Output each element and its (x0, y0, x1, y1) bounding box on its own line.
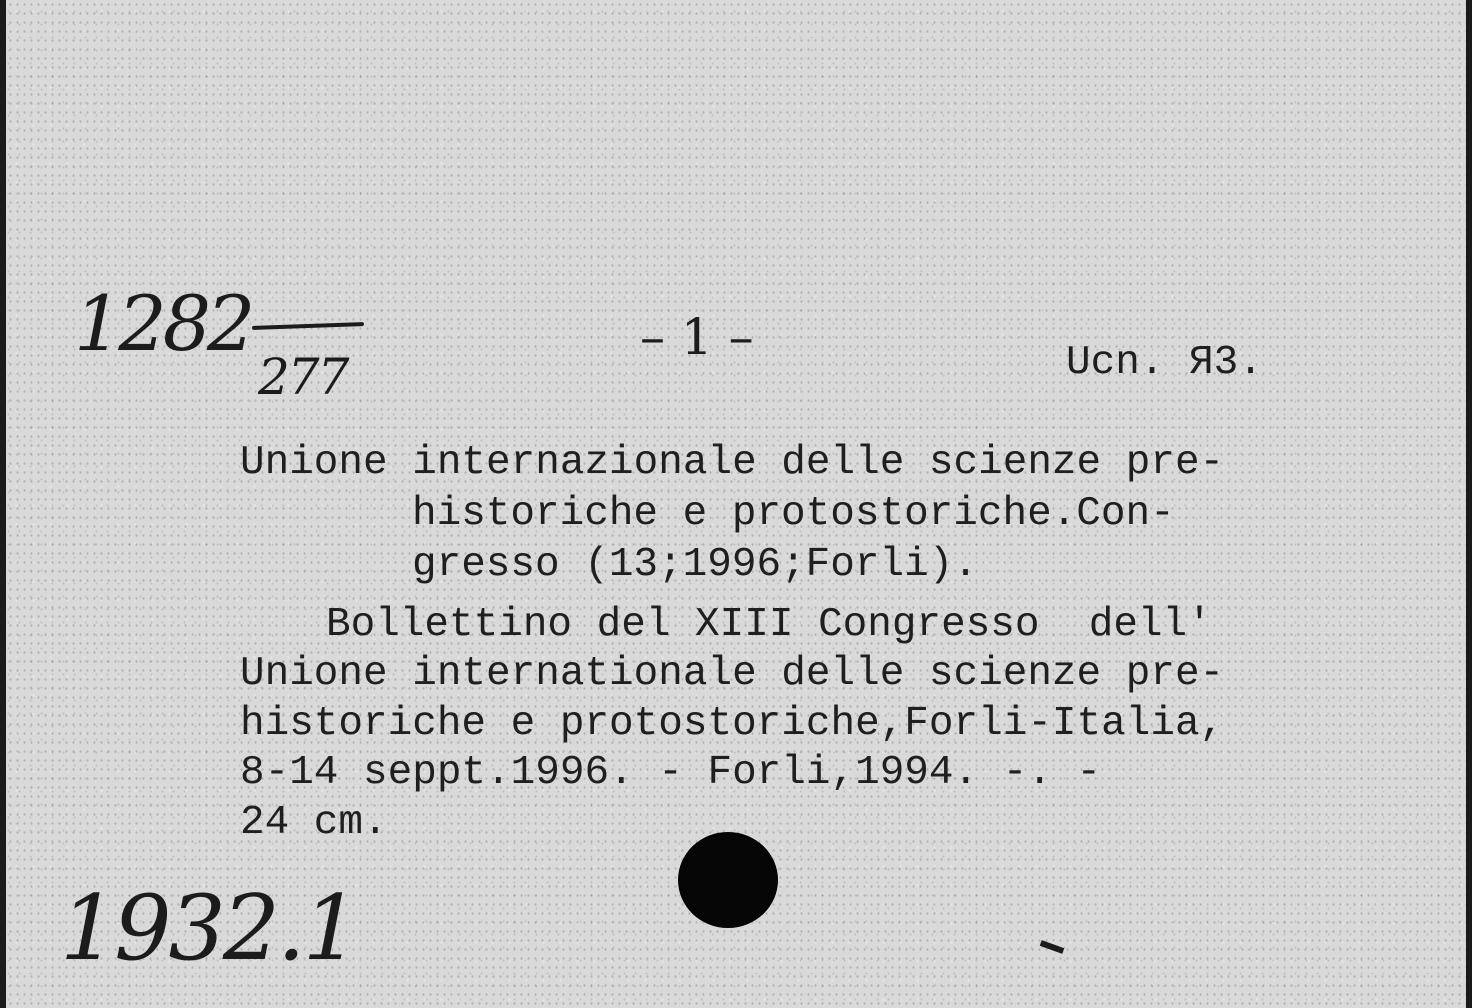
call-number-sub: 277 (258, 348, 348, 406)
heading-line-1: Unione internazionale delle scienze pre- (240, 440, 1225, 486)
body-line-1: Bollettino del XIII Congresso dell' (326, 602, 1212, 648)
heading-line-2: historiche e protostoriche.Con- (412, 491, 1175, 537)
body-line-2: Unione internationale delle scienze pre- (240, 651, 1225, 697)
body-line-5: 24 cm. (240, 800, 388, 846)
call-number-main: 1282 (74, 279, 252, 368)
inventory-number: 1932.1 (60, 876, 357, 981)
card-number: – 1 – (640, 308, 754, 366)
punch-hole (678, 832, 778, 928)
body-line-3: historiche e protostoriche,Forli-Italia, (240, 701, 1225, 747)
body-line-4: 8-14 seppt.1996. - Forli,1994. -. - (240, 750, 1102, 796)
heading-line-3: gresso (13;1996;Forli). (412, 542, 978, 588)
ink-mark (1040, 940, 1065, 954)
shelfmark: Ucn. Я3. (1066, 340, 1263, 386)
call-number-fraction-line (252, 322, 364, 330)
